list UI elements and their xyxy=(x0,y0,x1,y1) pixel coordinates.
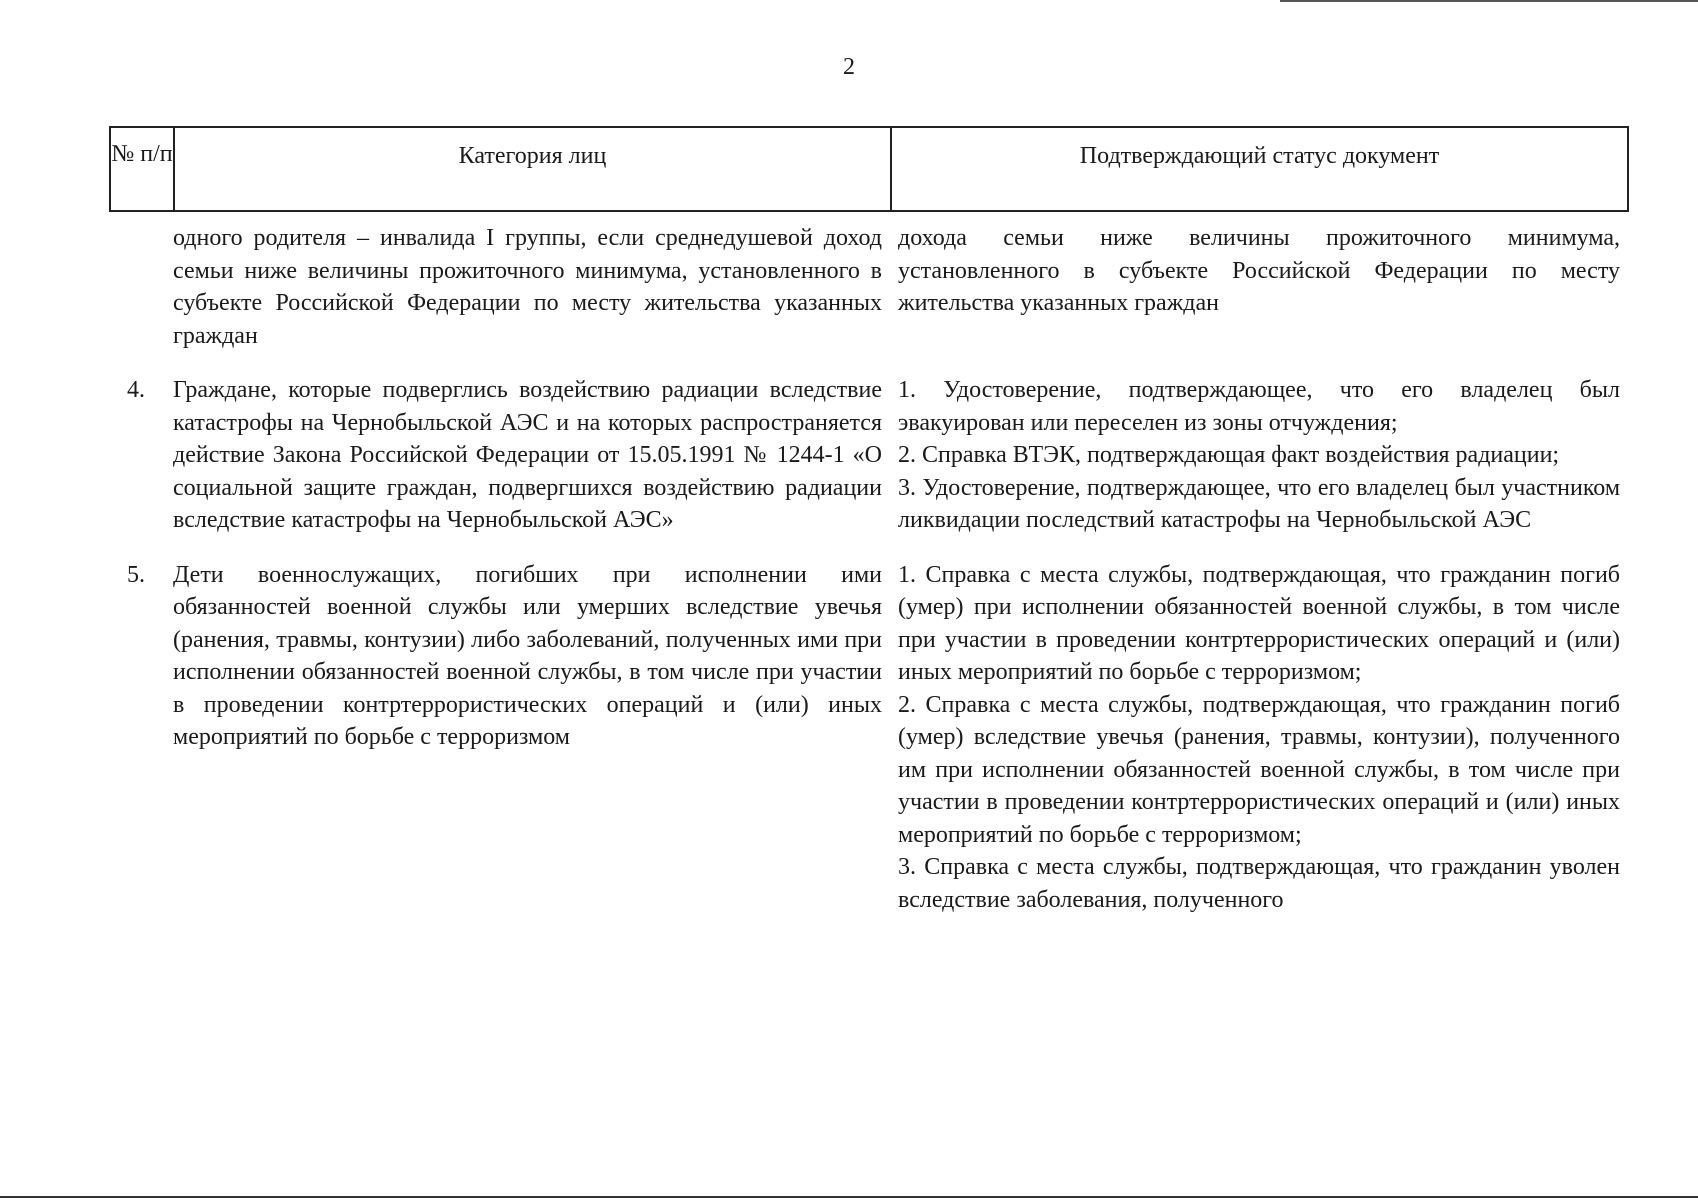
row-documents xyxy=(890,222,1620,352)
row-documents xyxy=(890,374,1620,537)
row-documents xyxy=(890,559,1620,917)
row-number: 5. xyxy=(127,561,145,588)
row-number xyxy=(109,222,173,352)
row-category: Граждане, которые подверглись воздействию радиации вследствие катастрофы на Чернобыльской АЭС и на которых распространяется действие Закона Российской Федерации от 15.05.1991 № 1244-1 «О социальной защите граждан, подвергшихся воздействию радиации вследствие катастрофы на Чернобыльской АЭС» xyxy=(173,377,882,533)
header-document: Подтверждающий статус документ xyxy=(1079,143,1440,169)
document-item: дохода семьи ниже величины прожиточного минимума, установленного в субъекте Российской Федерации по месту жительства указанных граждан xyxy=(898,225,1620,316)
header-category: Категория лиц xyxy=(175,128,892,210)
row-category: Дети военнослужащих, погибших при исполнении ими обязанностей военной службы или умерших вследствие увечья (ранения, травмы, контузии) либо заболеваний, полученных ими при исполнении обязанностей военной службы, в том числе при участии в проведении контртеррористических операций и (или) иных мероприятий по борьбе с терроризмом xyxy=(173,561,882,750)
document-item: 1. Удостоверение, подтверждающее, что его владелец был эвакуирован или переселен из зоны отчуждения; xyxy=(898,377,1620,436)
header-num: № п/п xyxy=(111,128,175,210)
document-item: 2. Справка с места службы, подтверждающая, что гражданин погиб (умер) вследствие увечья (ранения, травмы, контузии), полученного им при исполнении обязанностей военной службы, в том числе при участии в проведении контртеррористических операций и (или) иных мероприятий по борьбе с терроризмом; xyxy=(898,691,1620,848)
document-item: 3. Справка с места службы, подтверждающая, что гражданин уволен вследствие заболевания, полученного xyxy=(898,854,1620,913)
page-number: 2 xyxy=(843,54,855,80)
bottom-rule xyxy=(0,1196,1698,1198)
table-row xyxy=(109,559,1629,917)
row-number: 4. xyxy=(127,377,145,403)
document-item: 1. Справка с места службы, подтверждающая, что гражданин погиб (умер) при исполнении обязанностей военной службы, в том числе при участии в проведении контртеррористических операций и (или) иных мероприятий по борьбе с терроризмом; xyxy=(898,561,1620,685)
document-item: 2. Справка ВТЭК, подтверждающая факт воздействия радиации; xyxy=(898,442,1560,468)
table-row xyxy=(109,222,1629,352)
row-category: одного родителя – инвалида I группы, если среднедушевой доход семьи ниже величины прожиточного минимума, установленного в субъекте Российской Федерации по месту жительства указанных граждан xyxy=(173,225,882,349)
table-row xyxy=(109,374,1629,537)
table-body xyxy=(109,222,1629,916)
top-rule xyxy=(1280,0,1698,2)
document-item: 3. Удостоверение, подтверждающее, что его владелец был участником ликвидации последствий катастрофы на Чернобыльской АЭС xyxy=(898,474,1620,533)
table-header xyxy=(109,126,1629,212)
